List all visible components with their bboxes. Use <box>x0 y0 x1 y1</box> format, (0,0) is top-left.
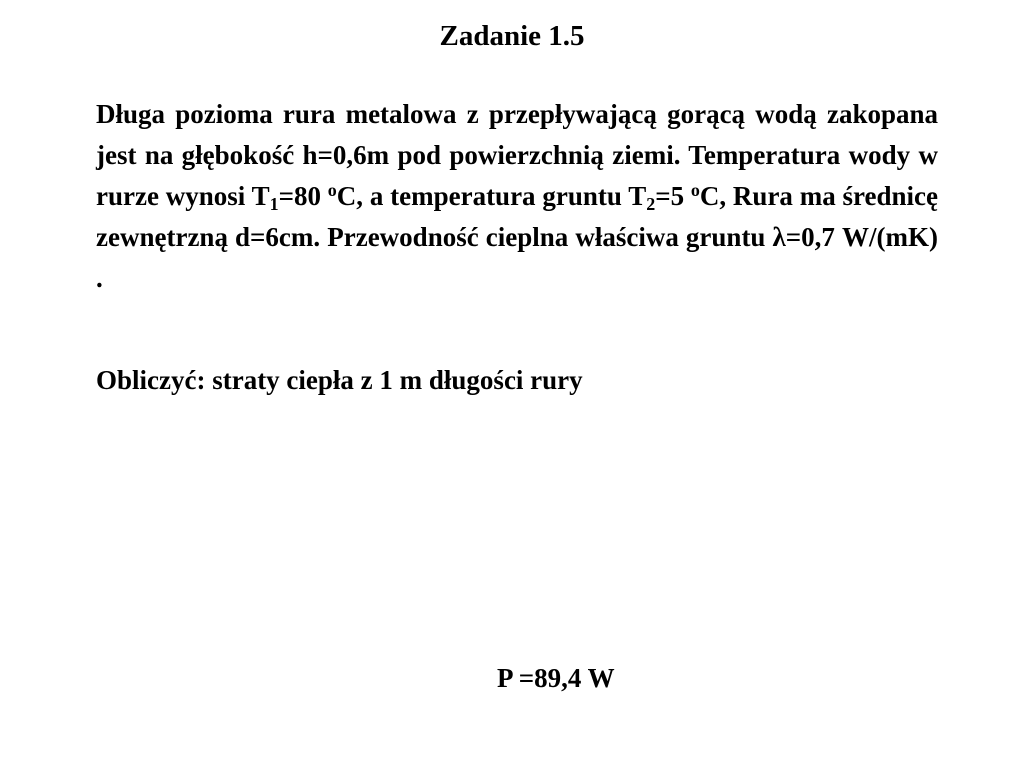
problem-text-part4: =5 <box>655 181 691 211</box>
problem-text-part2: =80 <box>278 181 328 211</box>
t1-subscript: 1 <box>269 194 279 214</box>
degree-superscript-2: o <box>690 180 700 200</box>
problem-statement <box>96 94 938 299</box>
problem-text-part5: C, Rura ma średnicę zewnętrzną d=6cm. Przewodność cieplna właściwa gruntu λ=0,7 W/(mK) . <box>96 181 939 293</box>
problem-text-part3: C, a temperatura gruntu T <box>336 181 647 211</box>
problem-text-part1: Długa pozioma rura metalowa z przepływającą gorącą wodą zakopana jest na głębokość h=0,6m pod powierzchnią ziemi. Temperatura wody w rurze wynosi T <box>96 99 938 211</box>
task-statement: Obliczyć: straty ciepła z 1 m długości rury <box>96 365 583 395</box>
t2-subscript: 2 <box>646 194 656 214</box>
answer: P =89,4 W <box>497 663 615 693</box>
degree-superscript-1: o <box>327 180 337 200</box>
page-title: Zadanie 1.5 <box>439 20 585 52</box>
